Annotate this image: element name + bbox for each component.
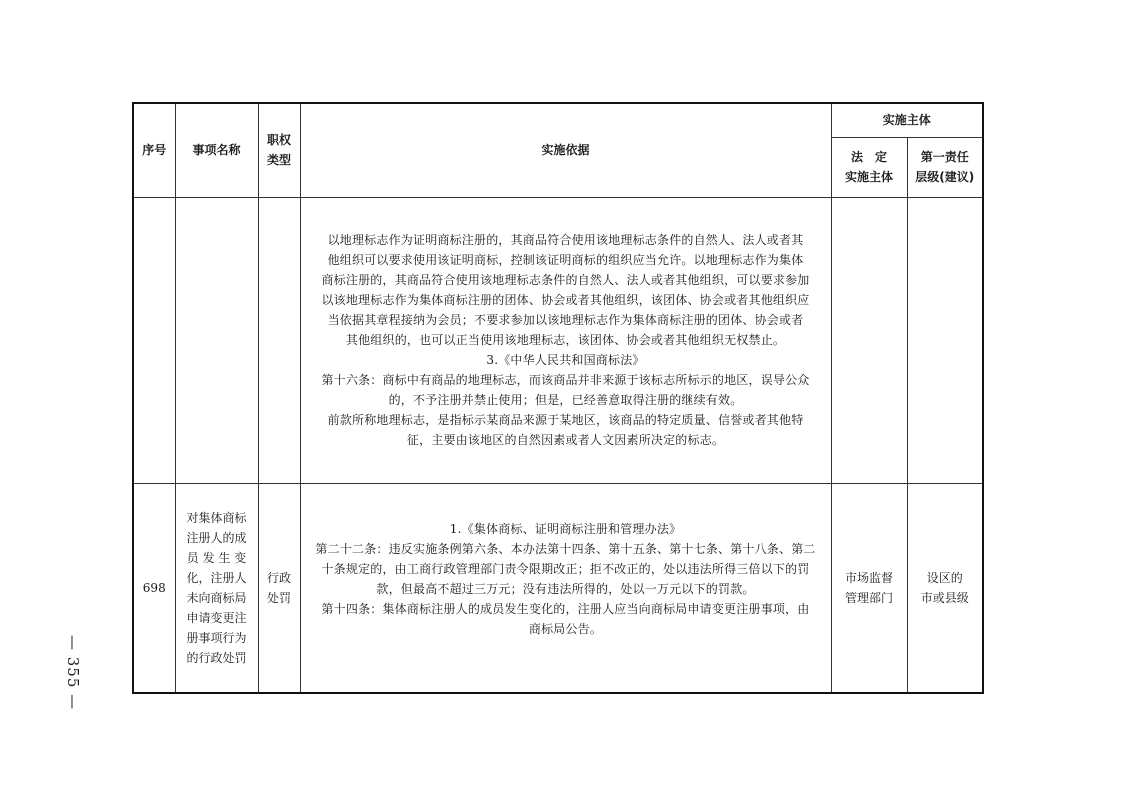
continued-level-cell <box>907 197 983 483</box>
basis-line: 商标注册的，其商品符合使用该地理标志条件的自然人、法人或者其他组织，可以要求参加 <box>321 273 810 287</box>
header-first-level <box>907 137 983 197</box>
power-type-line: 处罚 <box>266 590 291 605</box>
table-row-continued <box>133 197 983 483</box>
item-name-line: 的行政处罚 <box>186 650 247 665</box>
header-power-type <box>258 103 300 197</box>
continued-name-cell <box>175 197 258 483</box>
page-number: — 355 — <box>64 635 82 711</box>
header-first-line2: 层级(建议) <box>915 170 975 184</box>
continued-type-cell <box>258 197 300 483</box>
item-name-line: 申请变更注 <box>186 610 247 625</box>
basis-line: 他组织可以要求使用该证明商标，控制该证明商标的组织应当允许。以地理标志作为集体 <box>327 253 804 267</box>
basis-line: 3.《中华人民共和国商标法》 <box>486 353 645 367</box>
basis-line: 1.《集体商标、证明商标注册和管理办法》 <box>449 521 682 536</box>
administrative-powers-table <box>132 102 984 694</box>
header-subject: 实施主体 <box>831 103 983 137</box>
basis-line: 前款所称地理标志，是指标示某商品来源于某地区，该商品的特定质量、信誉或者其他特 <box>327 413 804 427</box>
continued-seq-cell <box>133 197 175 483</box>
row-698-power-type <box>258 483 300 693</box>
header-legal-subject <box>831 137 907 197</box>
header-power-type-line2: 类型 <box>266 153 291 168</box>
basis-line: 当依据其章程接纳为会员；不要求参加以该地理标志作为集体商标注册的团体、协会或者 <box>327 313 804 327</box>
first-level-line: 设区的 <box>926 570 963 585</box>
item-name-line: 未向商标局 <box>186 590 247 605</box>
row-698-seq: 698 <box>133 483 175 693</box>
basis-line: 征，主要由该地区的自然因素或者人文因素所决定的标志。 <box>406 433 725 447</box>
basis-line: 商标局公告。 <box>528 621 603 636</box>
item-name-line: 注册人的成 <box>186 530 247 545</box>
basis-line: 十条规定的，由工商行政管理部门责令限期改正；拒不改正的，处以违法所得三倍以下的罚 <box>321 561 810 576</box>
continued-legal-cell <box>831 197 907 483</box>
row-698-first-level <box>907 483 983 693</box>
basis-line: 以该地理标志作为集体商标注册的团体、协会或者其他组织，该团体、协会或者其他组织应 <box>321 293 810 307</box>
basis-line: 第十四条：集体商标注册人的成员发生变化的，注册人应当向商标局申请变更注册事项，由 <box>321 601 810 616</box>
legal-subject-line: 市场监督 <box>844 570 893 585</box>
header-legal-line1: 法 定 <box>850 150 887 164</box>
basis-line: 其他组织的，也可以正当使用该地理标志，该团体、协会或者其他组织无权禁止。 <box>345 333 786 347</box>
row-698-basis <box>300 483 831 693</box>
continued-basis-cell <box>300 197 831 483</box>
first-level-line: 市或县级 <box>920 590 969 605</box>
row-698-legal-subject <box>831 483 907 693</box>
item-name-line: 员 发 生 变 <box>186 550 247 565</box>
row-698-item-name <box>175 483 258 693</box>
basis-line: 款，但最高不超过三万元；没有违法所得的，处以一万元以下的罚款。 <box>376 581 755 596</box>
header-legal-line2: 实施主体 <box>844 170 893 184</box>
header-first-line1: 第一责任 <box>920 150 969 164</box>
item-name-line: 化，注册人 <box>186 570 247 585</box>
item-name-line: 册事项行为 <box>186 630 247 645</box>
legal-subject-line: 管理部门 <box>844 590 893 605</box>
header-item-name: 事项名称 <box>175 103 258 197</box>
table-row-698 <box>133 483 983 693</box>
item-name-line: 对集体商标 <box>186 510 247 525</box>
header-basis: 实施依据 <box>300 103 831 197</box>
header-power-type-line1: 职权 <box>266 133 291 148</box>
basis-line: 第十六条：商标中有商品的地理标志，而该商品并非来源于该标志所标示的地区，误导公众 <box>321 373 810 387</box>
basis-line: 第二十二条：违反实施条例第六条、本办法第十四条、第十五条、第十七条、第十八条、第二 <box>315 541 816 556</box>
power-type-line: 行政 <box>266 570 291 585</box>
header-seq: 序号 <box>133 103 175 197</box>
basis-line: 的，不予注册并禁止使用；但是，已经善意取得注册的继续有效。 <box>388 393 743 407</box>
basis-line: 以地理标志作为证明商标注册的，其商品符合使用该地理标志条件的自然人、法人或者其 <box>327 233 804 247</box>
